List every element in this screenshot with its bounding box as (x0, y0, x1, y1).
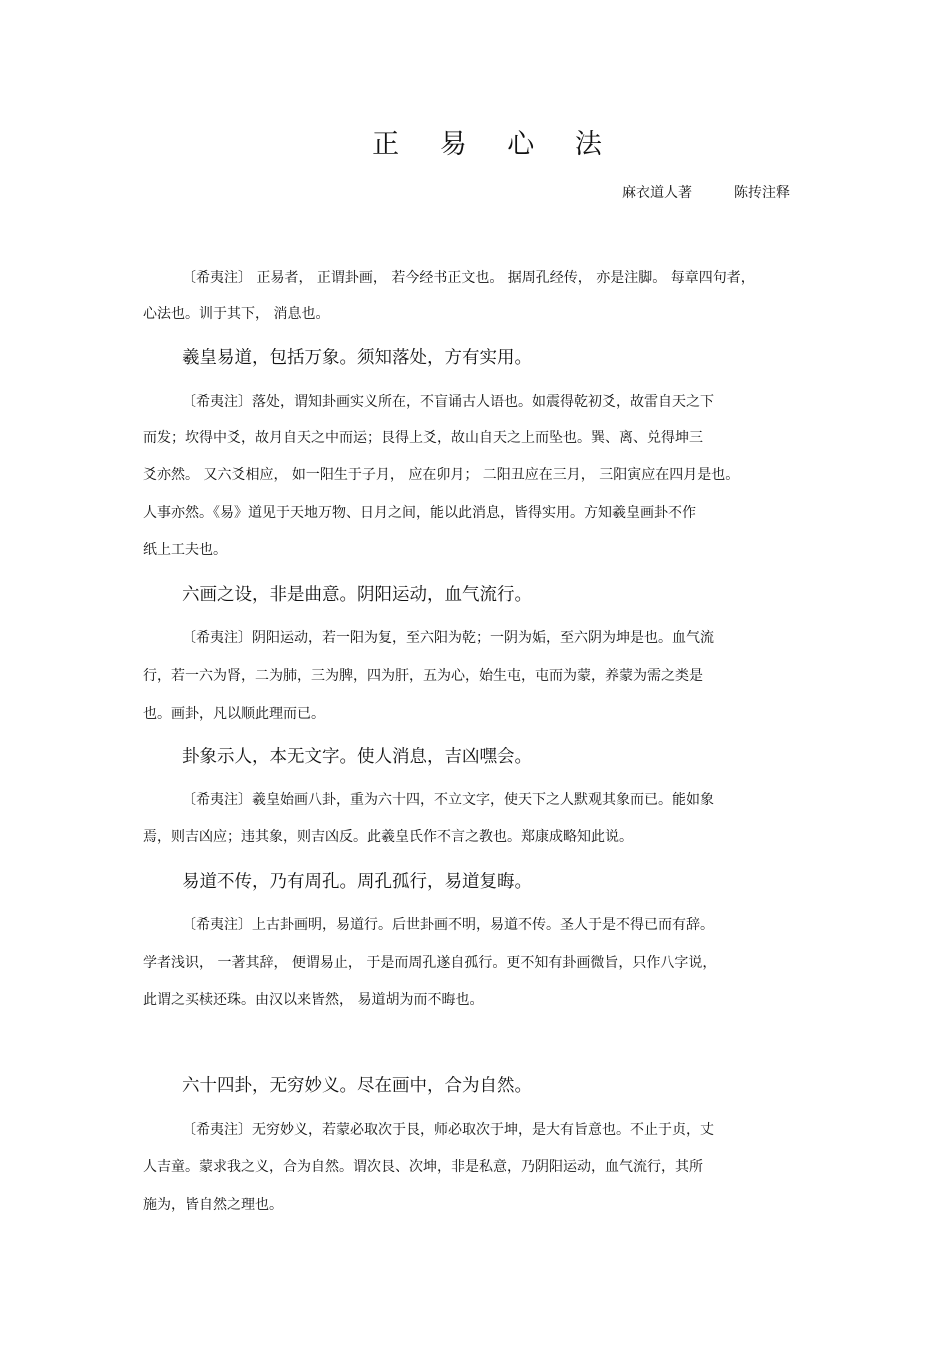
note-line: 行，若一六为肾，二为肺，三为脾，四为肝，五为心，始生屯，屯而为蒙，养蒙为需之类是 (143, 668, 703, 684)
note-line: 人事亦然。《易》道见于天地万物、日月之间，能以此消息，皆得实用。方知羲皇画卦不作 (143, 505, 696, 521)
note-line: 爻亦然。 又六爻相应， 如一阳生于子月， 应在卯月； 二阳丑应在三月， 三阳寅应在四月是也。 (143, 467, 740, 483)
verse-heading: 卦象示人，本无文字。使人消息，吉凶嘿会。 (182, 747, 532, 767)
note-line: 焉，则吉凶应；违其象，则吉凶反。此羲皇氏作不言之教也。郑康成略知此说。 (143, 829, 633, 845)
note-line: 施为，皆自然之理也。 (143, 1197, 283, 1213)
note-line: 学者浅识， 一著其辞， 便谓易止， 于是而周孔遂自孤行。更不知有卦画微旨，只作八字说， (143, 955, 717, 971)
verse-heading: 羲皇易道，包括万象。须知落处，方有实用。 (182, 348, 532, 368)
verse-heading: 六十四卦，无穷妙义。尽在画中，合为自然。 (182, 1076, 532, 1096)
note-line: 〔希夷注〕羲皇始画八卦，重为六十四，不立文字，使天下之人默观其象而已。能如象 (182, 792, 714, 808)
author-credit: 麻衣道人著 (622, 185, 692, 201)
annotator-credit: 陈抟注释 (734, 185, 790, 201)
page-title: 正 易 心 法 (372, 129, 618, 160)
intro-line: 心法也。训于其下， 消息也。 (143, 306, 330, 322)
intro-line: 〔希夷注〕 正易者， 正谓卦画， 若今经书正文也。 据周孔经传， 亦是注脚。 每章四句者， (182, 270, 755, 286)
note-line: 〔希夷注〕阴阳运动，若一阳为复，至六阳为乾；一阴为姤，至六阴为坤是也。血气流 (182, 630, 714, 646)
note-line: 〔希夷注〕上古卦画明，易道行。后世卦画不明，易道不传。圣人于是不得已而有辞。 (182, 917, 714, 933)
note-line: 此谓之买椟还珠。由汉以来皆然， 易道胡为而不晦也。 (143, 992, 484, 1008)
byline (622, 182, 790, 202)
note-line: 纸上工夫也。 (143, 542, 227, 558)
note-line: 也。画卦，凡以顺此理而已。 (143, 706, 325, 722)
note-line: 〔希夷注〕无穷妙义，若蒙必取次于艮，师必取次于坤，是大有旨意也。不止于贞，丈 (182, 1122, 714, 1138)
verse-heading: 六画之设，非是曲意。阴阳运动，血气流行。 (182, 585, 532, 605)
note-line: 〔希夷注〕落处，谓知卦画实义所在，不盲诵古人语也。如震得乾初爻，故雷自天之下 (182, 394, 714, 410)
note-line: 人吉童。蒙求我之义，合为自然。谓次艮、次坤，非是私意，乃阴阳运动，血气流行，其所 (143, 1159, 703, 1175)
note-line: 而发；坎得中爻，故月自天之中而运；艮得上爻，故山自天之上而坠也。巽、离、兑得坤三 (143, 430, 703, 446)
verse-heading: 易道不传，乃有周孔。周孔孤行，易道复晦。 (182, 872, 532, 892)
